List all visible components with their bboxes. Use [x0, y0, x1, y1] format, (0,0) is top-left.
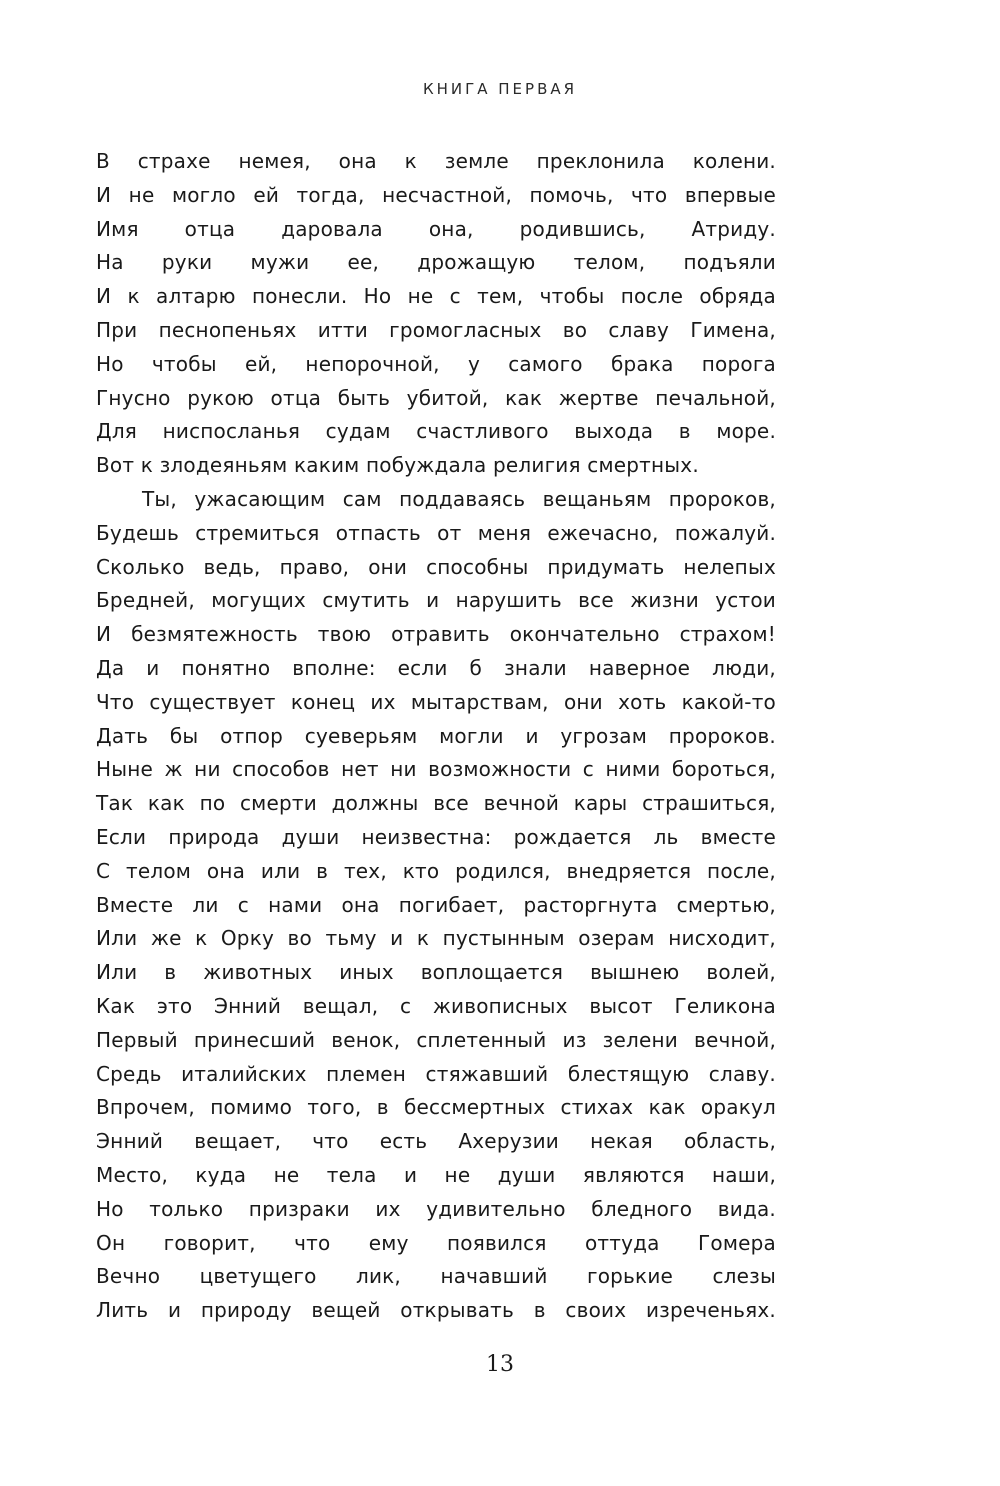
- verse-line: Сколько ведь, право, они способны придумать нелепых: [96, 554, 776, 579]
- verse-line: Вечно цветущего лик, начавший горькие слезы: [96, 1264, 776, 1289]
- verse-line: При песнопеньях итти громогласных во славу Гимена,: [96, 317, 776, 342]
- verse-line: Место, куда не тела и не души являются наши,: [96, 1162, 776, 1187]
- verse-line: Будешь стремиться отпасть от меня ежечасно, пожалуй.: [96, 520, 776, 545]
- verse-line: Энний вещает, что есть Ахерузии некая область,: [96, 1129, 776, 1154]
- verse-line: Впрочем, помимо того, в бессмертных стихах как оракул: [96, 1095, 776, 1120]
- verse-line: Первый принесший венок, сплетенный из зелени вечной,: [96, 1027, 776, 1052]
- verse-line: Но чтобы ей, непорочной, у самого брака порога: [96, 351, 776, 376]
- verse-line: Вместе ли с нами она погибает, расторгнута смертью,: [96, 892, 776, 917]
- verse-line: Но только призраки их удивительно бледного вида.: [96, 1196, 776, 1221]
- verse-line: И безмятежность твою отравить окончательно страхом!: [96, 622, 776, 647]
- verse-line: Так как по смерти должны все вечной кары страшиться,: [96, 791, 776, 816]
- verse-line: Или в животных иных воплощается вышнею волей,: [96, 960, 776, 985]
- verse-line: Если природа души неизвестна: рождается ль вместе: [96, 824, 776, 849]
- verse-line: Дать бы отпор суеверьям могли и угрозам пророков.: [96, 723, 776, 748]
- verse-line: Он говорит, что ему появился оттуда Гомера: [96, 1230, 776, 1255]
- verse-line: Для ниспосланья судам счастливого выхода в море.: [96, 419, 776, 444]
- verse-line: С телом она или в тех, кто родился, внедряется после,: [96, 858, 776, 883]
- verse-line: В страхе немея, она к земле преклонила колени.: [96, 149, 776, 173]
- verse-line: Гнусно рукою отца быть убитой, как жертве печальной,: [96, 385, 776, 410]
- verse-block: [96, 145, 776, 1328]
- verse-line: Вот к злодеяньям каким побуждала религия смертных.: [96, 453, 699, 478]
- verse-line: Да и понятно вполне: если б знали наверное люди,: [96, 655, 776, 680]
- verse-line-indented: Ты, ужасающим сам поддаваясь вещаньям пророков,: [142, 486, 776, 511]
- verse-line: Как это Энний вещал, с живописных высот Геликона: [96, 993, 776, 1018]
- page-number: 13: [486, 1352, 514, 1377]
- verse-line: Бредней, могущих смутить и нарушить все жизни устои: [96, 588, 776, 613]
- running-head: КНИГА ПЕРВАЯ: [422, 80, 578, 98]
- verse-line: Что существует конец их мытарствам, они хоть какой-то: [96, 689, 776, 714]
- verse-line: И не могло ей тогда, несчастной, помочь, что впервые: [96, 182, 776, 207]
- verse-line: И к алтарю понесли. Но не с тем, чтобы после обряда: [96, 284, 776, 309]
- verse-line: Или же к Орку во тьму и к пустынным озерам нисходит,: [96, 926, 776, 951]
- verse-line: Лить и природу вещей открывать в своих изреченьях.: [96, 1298, 776, 1323]
- verse-line: Средь италийских племен стяжавший блестящую славу.: [96, 1061, 776, 1086]
- verse-line: Ныне ж ни способов нет ни возможности с ними бороться,: [96, 757, 776, 782]
- verse-line: На руки мужи ее, дрожащую телом, подъяли: [96, 250, 776, 275]
- verse-line: Имя отца даровала она, родившись, Атриду.: [96, 216, 776, 241]
